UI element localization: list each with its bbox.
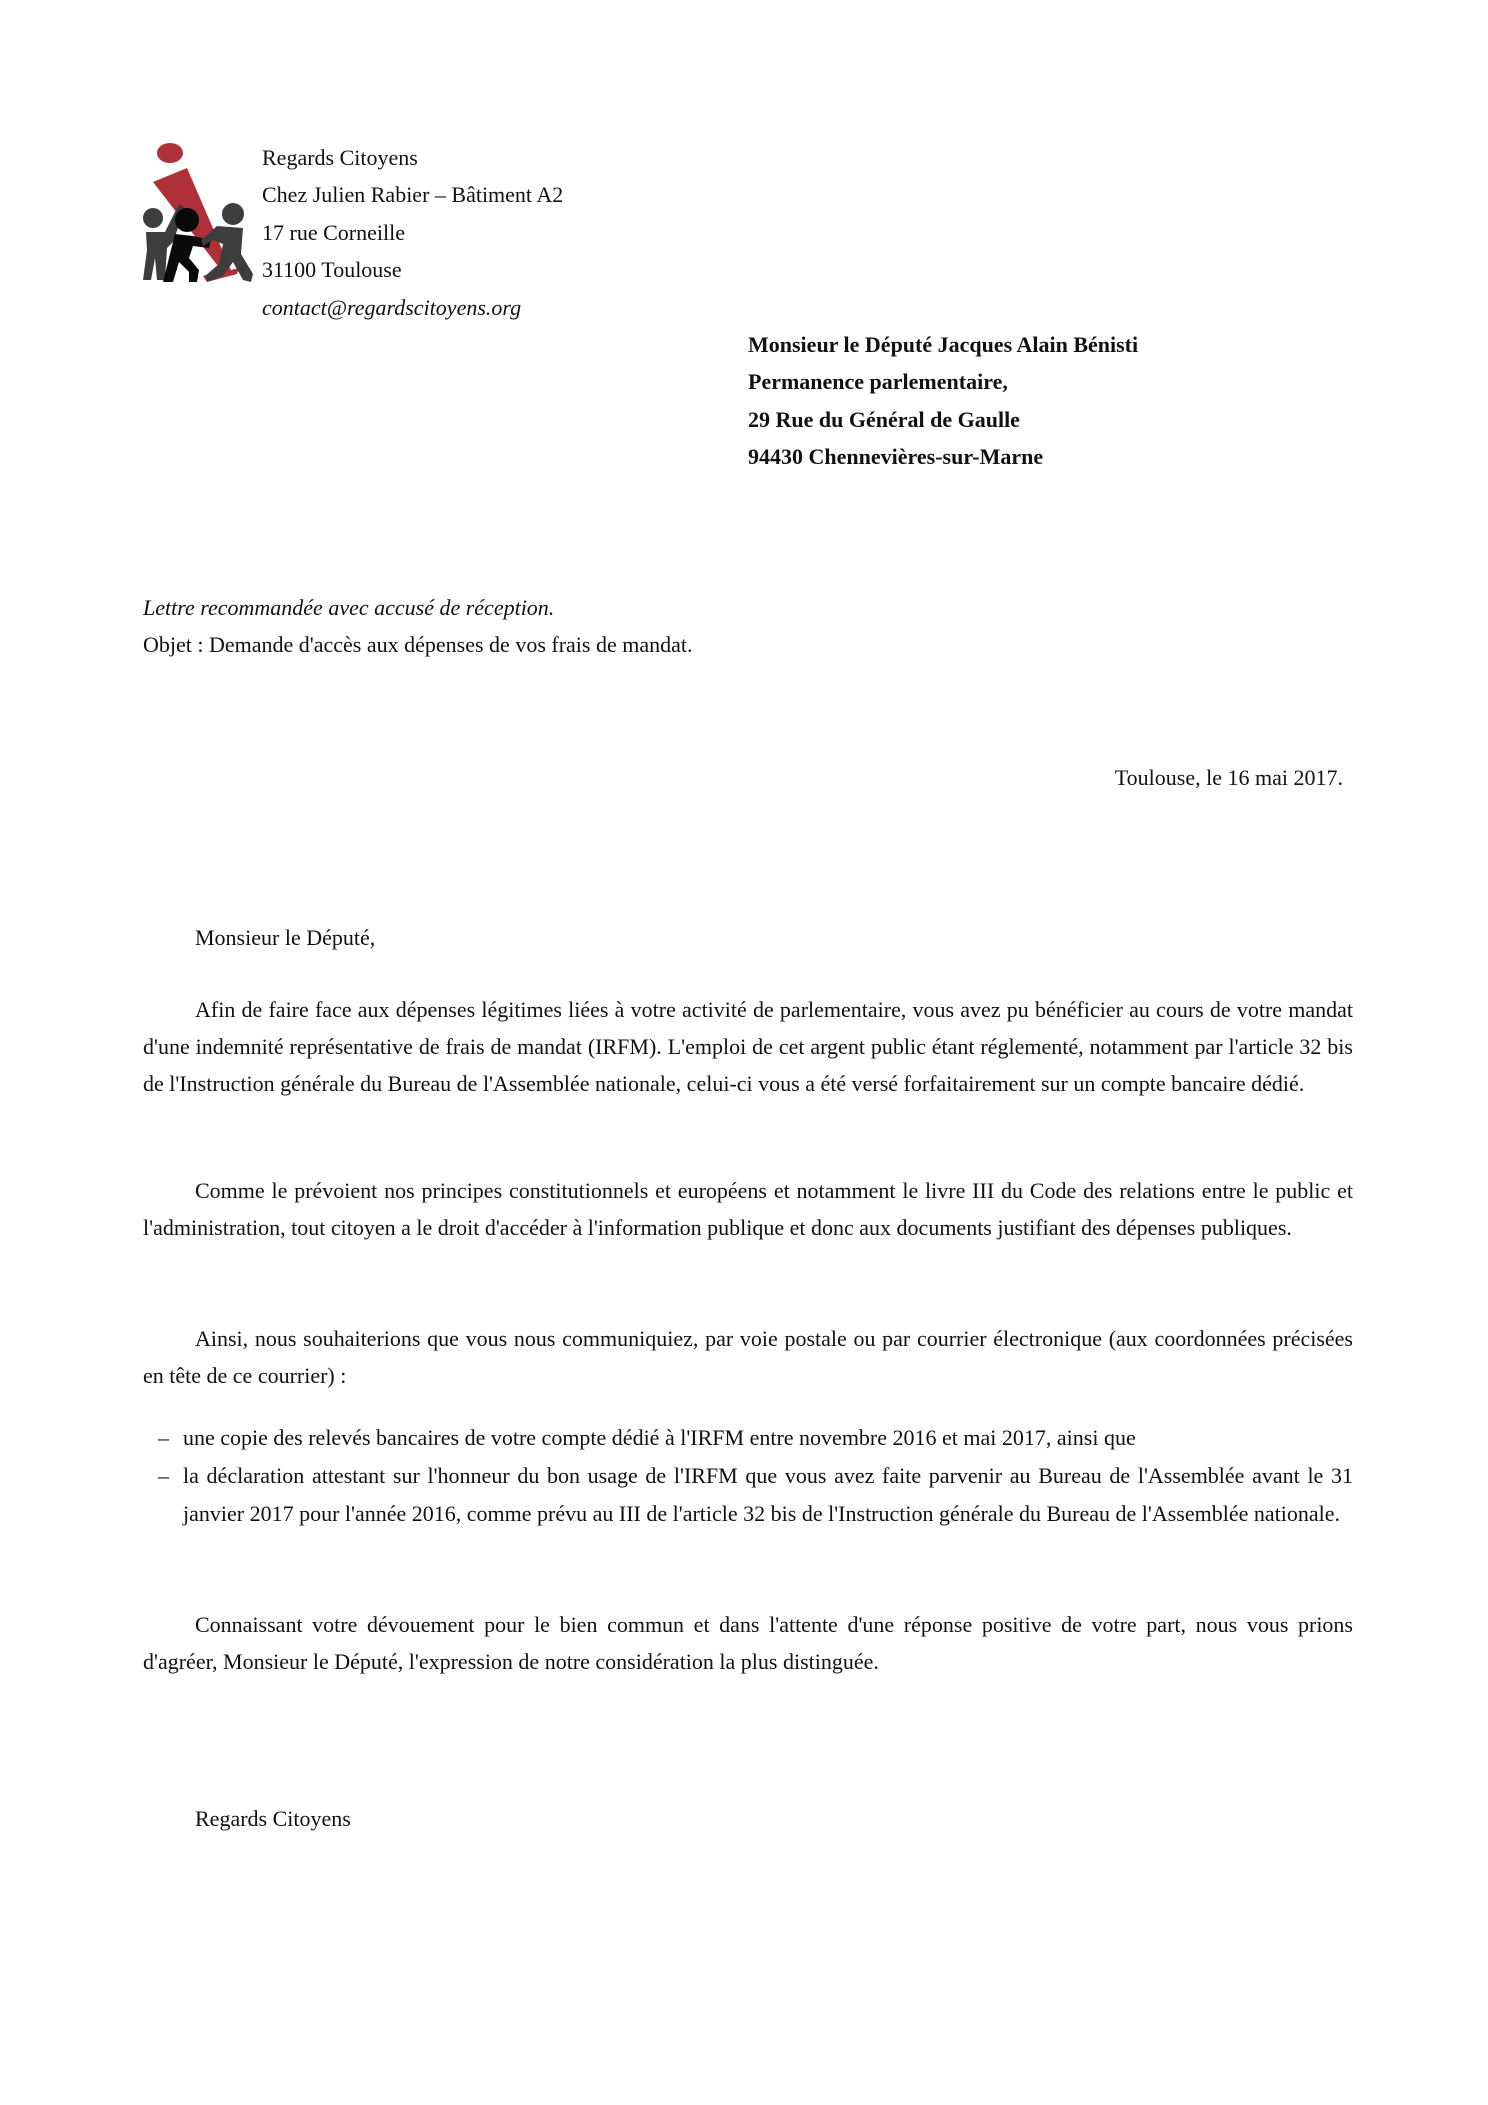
sender-address-line2: 17 rue Corneille bbox=[262, 219, 405, 245]
signature: Regards Citoyens bbox=[195, 1806, 351, 1831]
recipient-city: 94430 Chennevières-sur-Marne bbox=[748, 444, 1044, 470]
recipient-name: Monsieur le Député Jacques Alain Bénisti bbox=[748, 332, 1139, 357]
delivery-note: Lettre recommandée avec accusé de réception. bbox=[143, 595, 555, 620]
recipient-office: Permanence parlementaire, bbox=[748, 369, 1008, 395]
recipient-block bbox=[748, 326, 1138, 476]
closing-paragraph: Connaissant votre dévouement pour le bien commun et dans l'attente d'une réponse positive de votre part, nous vous prions d'agréer, Monsieur le Député, l'expression de notre considération la plus distinguée. bbox=[143, 1612, 1353, 1675]
sender-address-line1: Chez Julien Rabier – Bâtiment A2 bbox=[262, 182, 564, 208]
list-item-text: une copie des relevés bancaires de votre compte dédié à l'IRFM entre novembre 2016 et mai 2017, ainsi que bbox=[183, 1425, 1136, 1450]
sender-name: Regards Citoyens bbox=[262, 145, 418, 170]
list-dash: – bbox=[158, 1425, 169, 1450]
list-item bbox=[158, 1457, 1353, 1532]
sender-email[interactable]: contact@regardscitoyens.org bbox=[262, 294, 522, 320]
sender-city: 31100 Toulouse bbox=[262, 257, 402, 283]
sender-block bbox=[262, 139, 563, 326]
date-line: Toulouse, le 16 mai 2017. bbox=[1114, 765, 1343, 790]
request-list bbox=[158, 1419, 1353, 1533]
list-item bbox=[158, 1419, 1353, 1456]
list-dash: – bbox=[158, 1463, 169, 1489]
list-item-text: la déclaration attestant sur l'honneur du bon usage de l'IRFM que vous avez faite parvenir au Bureau de l'Assemblée avant le 31 janvier 2017 pour l'année 2016, comme prévu au III de l'article 32 bis de l'Instruction générale du Bureau de l'Assemblée nationale. bbox=[183, 1463, 1353, 1526]
body-paragraph-3: Ainsi, nous souhaiterions que vous nous communiquiez, par voie postale ou par courrier électronique (aux coordonnées précisées en tête de ce courrier) : bbox=[143, 1326, 1353, 1389]
body-paragraph-2: Comme le prévoient nos principes constitutionnels et européens et notamment le livre III du Code des relations entre le public et l'administration, tout citoyen a le droit d'accéder à l'information publique et donc aux documents justifiant des dépenses publiques. bbox=[143, 1178, 1353, 1241]
body-paragraph-1: Afin de faire face aux dépenses légitimes liées à votre activité de parlementaire, vous avez pu bénéficier au cours de votre mandat d'une indemnité représentative de frais de mandat (IRFM). L'emploi de cet argent public étant réglementé, notamment par l'article 32 bis de l'Instruction générale du Bureau de l'Assemblée nationale, celui-ci vous a été versé forfaitairement sur un compte bancaire dédié. bbox=[143, 997, 1353, 1097]
subject-line: Objet : Demande d'accès aux dépenses de vos frais de mandat. bbox=[143, 632, 693, 657]
salutation: Monsieur le Député, bbox=[195, 925, 376, 950]
recipient-street: 29 Rue du Général de Gaulle bbox=[748, 406, 1020, 432]
regards-citoyens-logo-icon bbox=[143, 140, 253, 285]
